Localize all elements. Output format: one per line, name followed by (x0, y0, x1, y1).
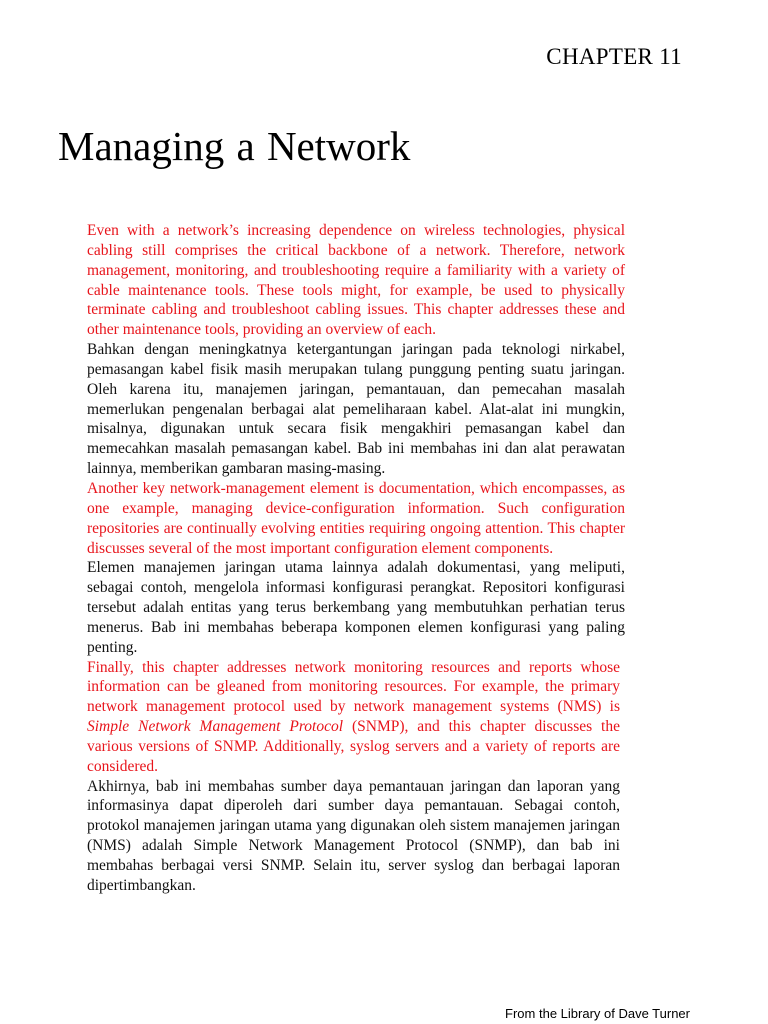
paragraph-indonesian-intro: Bahkan dengan meningkatnya ketergantungan jaringan pada teknologi nirkabel, pemasangan kabel fisik masih merupakan tulang punggung penting suatu jaringan. Oleh karena itu, manajemen jaringan, pemantauan, dan pemecahan masalah memerlukan pengenalan berbagai alat pemeliharaan kabel. Alat-alat ini mungkin, misalnya, digunakan untuk secara fisik mengakhiri pemasangan kabel dan memecahkan masalah pemasangan kabel. Bab ini membahas ini dan alat perawatan lainnya, memberikan gambaran masing-masing. (87, 341, 625, 478)
paragraph-indonesian-monitoring: Akhirnya, bab ini membahas sumber daya pemantauan jaringan dan laporan yang informasinya dapat diperoleh dari sumber daya pemantauan. Sebagai contoh, protokol manajemen jaringan utama yang digunakan oleh sistem manajemen jaringan (NMS) adalah Simple Network Management Protocol (SNMP), dan bab ini membahas berbagai versi SNMP. Selain itu, server syslog dan berbagai laporan dipertimbangkan. (87, 777, 620, 894)
paragraph-indonesian-documentation: Elemen manajemen jaringan utama lainnya adalah dokumentasi, yang meliputi, sebagai contoh, mengelola informasi konfigurasi perangkat. Repositori konfigurasi tersebut adalah entitas yang terus berkembang yang membutuhkan perhatian terus menerus. Bab ini membahas beberapa komponen elemen konfigurasi yang paling penting. (87, 559, 625, 656)
footer-library-note: From the Library of Dave Turner (505, 1006, 690, 1021)
paragraph-english-intro: Even with a network’s increasing dependence on wireless technologies, physical cabling still comprises the critical backbone of a network. Therefore, network management, monitoring, and troubleshooting require a familiarity with a variety of cable maintenance tools. These tools might, for example, be used to physically terminate cabling and troubleshoot cabling issues. This chapter addresses these and other maintenance tools, providing an overview of each. (87, 222, 625, 339)
paragraph-text-after: (SNMP), and this chapter discusses the various versions of SNMP. Additionally, syslog servers and a variety of reports are considered. (87, 718, 620, 775)
chapter-label: CHAPTER 11 (546, 44, 682, 69)
chapter-title: Managing a Network (58, 123, 411, 169)
paragraph-english-monitoring (87, 658, 620, 777)
protocol-name-italic: Simple Network Management Protocol (87, 718, 344, 736)
paragraph-english-documentation: Another key network-management element is documentation, which encompasses, as one example, managing device-configuration information. Such configuration repositories are continually evolving entities requiring ongoing attention. This chapter discusses several of the most important configuration element components. (87, 479, 625, 557)
paragraph-text-before: Finally, this chapter addresses network monitoring resources and reports whose information can be gleaned from monitoring resources. For example, the primary network management protocol used by network management systems (NMS) is (87, 658, 620, 716)
body-text (87, 221, 625, 896)
